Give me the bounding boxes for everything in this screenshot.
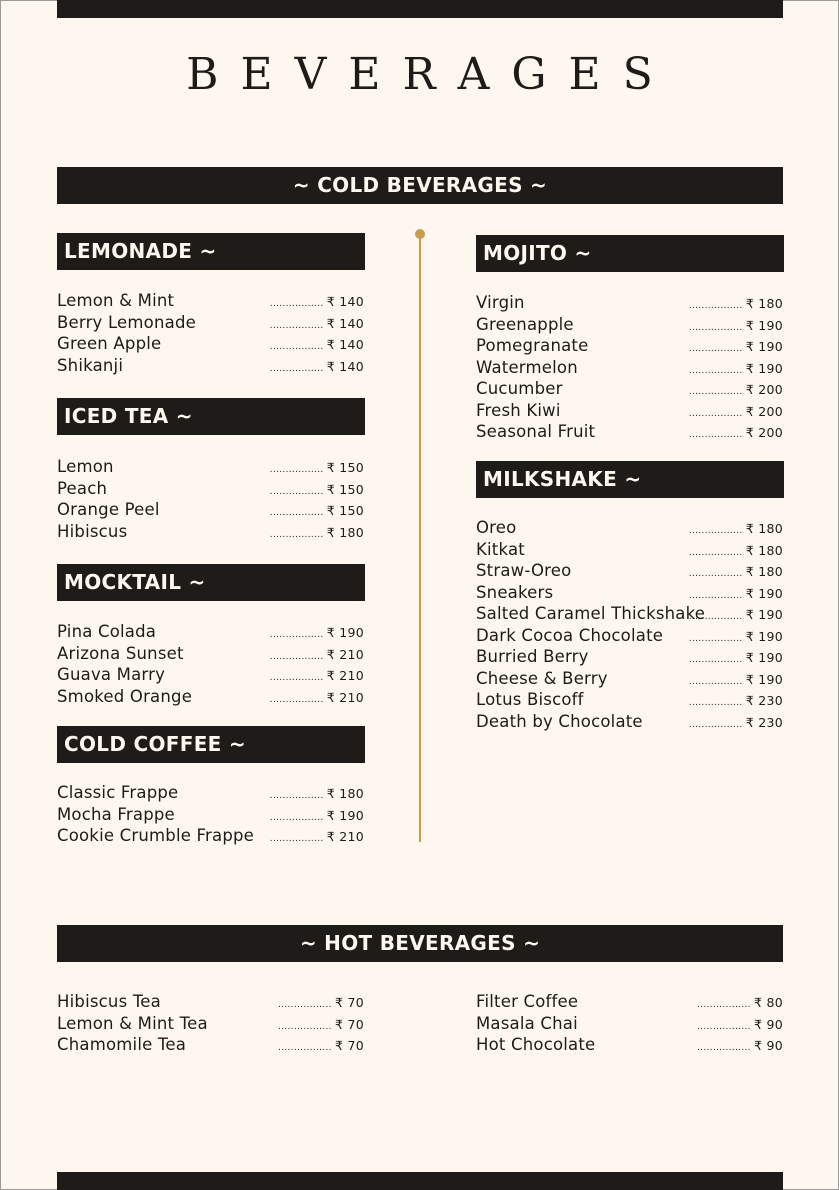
leader-dots: ................. [688,676,746,687]
price-value: 180 [758,542,783,558]
leader-dots: ................. [278,1043,335,1053]
item-list-cold-coffee [57,783,364,848]
menu-item-name: Orange Peel [57,500,160,519]
menu-item-price [689,715,783,733]
leader-dots: ................. [688,430,746,440]
price-value: 70 [347,995,364,1010]
currency-symbol: ₹ [745,317,754,333]
menu-item [476,647,783,669]
column-divider [419,234,421,842]
price-value: 140 [339,315,364,331]
menu-item [57,1014,364,1036]
leader-dots: ................. [688,301,746,311]
menu-item [57,644,364,666]
currency-symbol: ₹ [326,294,335,309]
menu-item-price [270,316,364,334]
currency-symbol: ₹ [326,358,335,374]
currency-symbol: ₹ [745,339,754,354]
menu-item-price [689,361,783,379]
item-list-milkshake [476,518,783,733]
menu-item [476,712,783,734]
menu-item [476,604,783,626]
leader-dots: ................. [697,1021,754,1032]
bottom-decorative-bar [57,1172,783,1190]
currency-symbol: ₹ [326,807,335,823]
menu-item-name: Greenapple [476,314,574,334]
price-value: 210 [339,689,364,705]
item-list-mojito [476,293,783,444]
menu-item [476,401,783,423]
menu-item-name: Guava Marry [57,665,166,684]
menu-item-price [697,1038,783,1056]
menu-item-name: Hibiscus [57,521,128,541]
menu-item-name: Peach [57,478,108,498]
leader-dots: ................. [688,655,746,665]
menu-item [476,992,783,1014]
menu-item-price [689,607,783,625]
menu-item [476,690,783,712]
leader-dots: ................. [278,1021,335,1032]
menu-item [57,457,364,479]
menu-item-price [270,294,364,312]
price-value: 190 [758,360,783,376]
leader-dots: ................. [269,630,327,640]
currency-symbol: ₹ [745,585,754,601]
menu-item-price [689,318,783,336]
menu-item [476,626,783,648]
leader-dots: ................. [688,547,746,558]
menu-item-price [697,995,783,1013]
currency-symbol: ₹ [326,689,335,705]
menu-item-price [270,786,364,804]
menu-item-price [278,1017,364,1035]
menu-item-price [689,296,783,314]
leader-dots: ................. [269,791,327,801]
price-value: 140 [339,337,364,352]
item-list-hot-left [57,992,364,1057]
cold-beverages-banner: ~ COLD BEVERAGES ~ [57,167,783,204]
menu-item [57,805,364,827]
menu-item [476,422,783,444]
menu-item-name: Cookie Crumble Frappe [57,826,255,845]
leader-dots: ................. [688,365,746,376]
menu-item-name: Mocha Frappe [57,804,175,824]
menu-item [57,622,364,644]
currency-symbol: ₹ [334,1016,344,1032]
menu-item-name: Shikanji [57,355,124,375]
currency-symbol: ₹ [745,360,754,376]
leader-dots: ................. [269,834,327,844]
price-value: 210 [339,646,364,662]
menu-item [57,826,364,848]
category-header-mojito: MOJITO ~ [476,235,784,272]
currency-symbol: ₹ [745,693,754,708]
menu-item-price [278,1038,364,1056]
price-value: 70 [347,1016,364,1032]
currency-symbol: ₹ [326,460,335,475]
leader-dots: ................. [269,651,327,662]
currency-symbol: ₹ [326,786,335,801]
menu-item-name: Dark Cocoa Chocolate [476,625,664,645]
menu-item [57,522,364,544]
menu-item-name: Smoked Orange [57,686,193,706]
category-header-mocktail: MOCKTAIL ~ [57,564,365,601]
currency-symbol: ₹ [326,503,335,518]
price-value: 80 [766,995,783,1010]
menu-item-price [697,1017,783,1035]
leader-dots: ................. [688,719,746,730]
leader-dots: ................. [269,508,327,518]
currency-symbol: ₹ [334,1038,344,1053]
menu-item [476,561,783,583]
price-value: 150 [339,503,364,518]
price-value: 190 [339,807,364,823]
price-value: 180 [758,296,783,311]
menu-item-price [270,647,364,665]
price-value: 190 [758,650,783,665]
leader-dots: ................. [688,569,746,579]
leader-dots: ................. [269,694,327,705]
menu-item [57,500,364,522]
item-list-iced-tea [57,457,364,543]
menu-item-price [270,668,364,686]
menu-item-name: Burried Berry [476,647,589,666]
leader-dots: ................. [269,299,327,309]
leader-dots: ................. [269,465,327,475]
price-value: 180 [339,786,364,801]
menu-item-price [689,339,783,357]
hot-beverages-banner: ~ HOT BEVERAGES ~ [57,925,783,962]
currency-symbol: ₹ [745,607,754,622]
category-header-cold-coffee: COLD COFFEE ~ [57,726,365,763]
menu-item-name: Pina Colada [57,622,157,641]
price-value: 210 [339,829,364,844]
menu-item [476,540,783,562]
currency-symbol: ₹ [753,1038,763,1053]
menu-item-name: Filter Coffee [476,992,579,1011]
menu-item-name: Oreo [476,518,517,537]
leader-dots: ................. [697,1043,754,1053]
currency-symbol: ₹ [745,521,754,536]
menu-item-price [689,650,783,668]
price-value: 150 [339,460,364,475]
currency-symbol: ₹ [326,668,335,683]
currency-symbol: ₹ [745,382,754,397]
currency-symbol: ₹ [326,829,335,844]
menu-item [57,356,364,378]
currency-symbol: ₹ [326,524,335,540]
menu-item-price [270,337,364,355]
menu-item-price [689,521,783,539]
menu-item [57,665,364,687]
price-value: 190 [758,607,783,622]
leader-dots: ................. [688,612,746,622]
leader-dots: ................. [688,698,746,708]
menu-item-name: Masala Chai [476,1013,578,1033]
menu-item [476,293,783,315]
price-value: 200 [758,382,783,397]
menu-item [57,1035,364,1057]
leader-dots: ................. [269,673,327,683]
currency-symbol: ₹ [745,296,754,311]
leader-dots: ................. [688,633,746,644]
currency-symbol: ₹ [745,403,754,419]
price-value: 140 [339,294,364,309]
menu-item [476,518,783,540]
menu-item-name: Salted Caramel Thickshake [476,604,706,623]
item-list-mocktail [57,622,364,708]
currency-symbol: ₹ [745,628,754,644]
leader-dots: ................. [269,363,327,374]
price-value: 190 [758,339,783,354]
menu-item [57,783,364,805]
price-value: 190 [758,671,783,687]
menu-item-price [270,808,364,826]
leader-dots: ................. [269,342,327,352]
leader-dots: ................. [269,320,327,331]
menu-item-price [270,690,364,708]
price-value: 200 [758,425,783,440]
price-value: 140 [339,358,364,374]
menu-item-name: Hibiscus Tea [57,992,161,1011]
menu-item-name: Green Apple [57,334,162,353]
menu-item-price [689,564,783,582]
currency-symbol: ₹ [753,1016,763,1032]
category-header-iced-tea: ICED TEA ~ [57,398,365,435]
price-value: 150 [339,481,364,497]
menu-item-name: Chamomile Tea [57,1035,187,1054]
menu-item-price [689,693,783,711]
menu-item-name: Lotus Biscoff [476,690,584,709]
menu-item-name: Cucumber [476,379,563,398]
menu-item-name: Lemon & Mint Tea [57,1013,208,1033]
item-list-lemonade [57,291,364,377]
menu-item-name: Kitkat [476,539,525,559]
currency-symbol: ₹ [745,714,754,730]
price-value: 230 [758,714,783,730]
leader-dots: ................. [688,526,746,536]
menu-item-name: Cheese & Berry [476,668,608,688]
menu-item-name: Hot Chocolate [476,1035,596,1054]
menu-item-price [270,482,364,500]
category-header-lemonade: LEMONADE ~ [57,233,365,270]
leader-dots: ................. [688,408,746,419]
menu-item [476,1035,783,1057]
leader-dots: ................. [688,322,746,333]
menu-item [57,479,364,501]
menu-item-price [270,460,364,478]
currency-symbol: ₹ [745,650,754,665]
menu-item-price [689,382,783,400]
menu-item [476,1014,783,1036]
currency-symbol: ₹ [326,625,335,640]
menu-item-name: Seasonal Fruit [476,422,596,441]
item-list-hot-right [476,992,783,1057]
leader-dots: ................. [688,387,746,397]
currency-symbol: ₹ [334,995,344,1010]
price-value: 190 [758,585,783,601]
menu-item-name: Sneakers [476,582,554,602]
menu-item-price [270,625,364,643]
currency-symbol: ₹ [326,315,335,331]
price-value: 70 [347,1038,364,1053]
menu-item-name: Watermelon [476,357,578,377]
currency-symbol: ₹ [745,671,754,687]
menu-item [476,358,783,380]
menu-item [476,315,783,337]
price-value: 200 [758,403,783,419]
menu-item [476,379,783,401]
menu-item [57,992,364,1014]
menu-item-name: Fresh Kiwi [476,400,561,420]
price-value: 180 [758,521,783,536]
menu-item-price [270,359,364,377]
menu-item-name: Pomegranate [476,336,589,355]
menu-item [476,669,783,691]
menu-item [476,583,783,605]
currency-symbol: ₹ [326,481,335,497]
leader-dots: ................. [269,486,327,497]
leader-dots: ................. [269,812,327,823]
menu-item-name: Virgin [476,293,525,312]
currency-symbol: ₹ [326,337,335,352]
menu-item-price [689,586,783,604]
menu-title: BEVERAGES [186,49,675,100]
menu-item [57,687,364,709]
menu-item-price [689,672,783,690]
leader-dots: ................. [697,1000,754,1010]
menu-item [57,313,364,335]
currency-symbol: ₹ [753,995,763,1010]
menu-item [57,334,364,356]
menu-item-name: Lemon [57,457,114,476]
currency-symbol: ₹ [326,646,335,662]
price-value: 190 [339,625,364,640]
menu-item-price [270,503,364,521]
menu-item-name: Berry Lemonade [57,312,196,332]
menu-item-price [689,404,783,422]
menu-item-price [689,629,783,647]
menu-item [476,336,783,358]
price-value: 90 [766,1016,783,1032]
price-value: 180 [758,564,783,579]
menu-item-name: Lemon & Mint [57,291,175,310]
price-value: 230 [758,693,783,708]
category-header-milkshake: MILKSHAKE ~ [476,461,784,498]
currency-symbol: ₹ [745,425,754,440]
menu-item-price [278,995,364,1013]
price-value: 190 [758,317,783,333]
leader-dots: ................. [269,529,327,540]
menu-item-name: Arizona Sunset [57,643,184,663]
currency-symbol: ₹ [745,542,754,558]
menu-item [57,291,364,313]
menu-item-price [689,425,783,443]
menu-item-name: Death by Chocolate [476,711,643,731]
currency-symbol: ₹ [745,564,754,579]
menu-item-name: Classic Frappe [57,783,179,802]
menu-item-price [689,543,783,561]
price-value: 190 [758,628,783,644]
price-value: 210 [339,668,364,683]
leader-dots: ................. [278,1000,335,1010]
leader-dots: ................. [688,344,746,354]
leader-dots: ................. [688,590,746,601]
price-value: 90 [766,1038,783,1053]
top-decorative-bar [57,0,783,18]
price-value: 180 [339,524,364,540]
menu-item-price [270,829,364,847]
menu-item-price [270,525,364,543]
menu-item-name: Straw-Oreo [476,561,572,580]
